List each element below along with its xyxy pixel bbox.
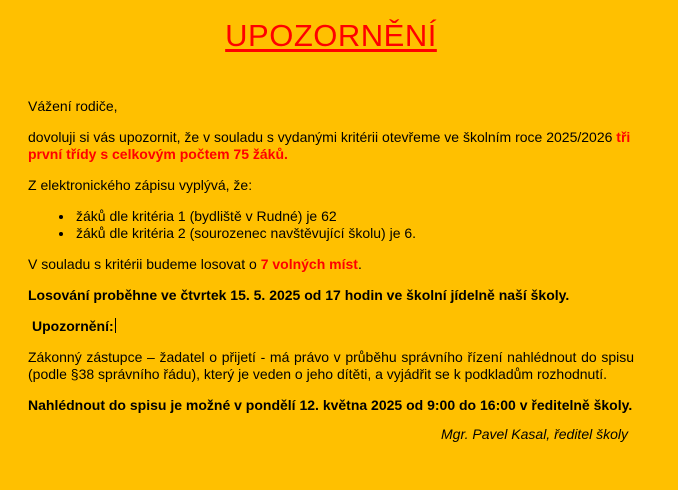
notice-paragraph: Zákonný zástupce – žadatel o přijetí - má právo v průběhu správního řízení nahlédnout do spisu (podle §38 správního řádu), který je veden o jeho dítěti, a vyjádřit se k podkladům rozhodnutí. (28, 349, 634, 382)
intro-highlight: tři první třídy s celkovým počtem 75 žáků. (28, 129, 631, 162)
intro-paragraph (28, 129, 634, 163)
lottery-text-before: V souladu s kritérii budeme losovat o (28, 256, 261, 272)
list-item: • žáků dle kritéria 2 (sourozenec navštěvující školu) je 6. (74, 225, 634, 242)
inspection-paragraph: Nahlédnout do spisu je možné v pondělí 12. května 2025 od 9:00 do 16:00 v ředitelně školy. (28, 397, 633, 413)
greeting: Vážení rodiče, (28, 98, 118, 114)
lead-paragraph: Z elektronického zápisu vyplývá, že: (28, 177, 253, 193)
page-title: UPOZORNĚNÍ (225, 18, 437, 53)
intro-text: dovoluji si vás upozornit, že v souladu s vydanými kritérii otevřeme ve školním roce 2025/2026 (28, 129, 613, 145)
notice-label: Upozornění: (32, 318, 114, 334)
document-body (28, 98, 634, 457)
lottery-paragraph (28, 256, 634, 273)
criteria-list (28, 208, 634, 242)
lottery-highlight: 7 volných míst (260, 256, 358, 272)
lottery-date-paragraph: Losování proběhne ve čtvrtek 15. 5. 2025 od 17 hodin ve školní jídelně naší školy. (28, 287, 570, 303)
notice-heading (28, 318, 634, 335)
signature: Mgr. Pavel Kasal, ředitel školy (441, 426, 628, 442)
list-item: • žáků dle kritéria 1 (bydliště v Rudné) je 62 (74, 208, 634, 225)
lottery-text-after: . (357, 256, 362, 272)
text-cursor (115, 318, 116, 333)
